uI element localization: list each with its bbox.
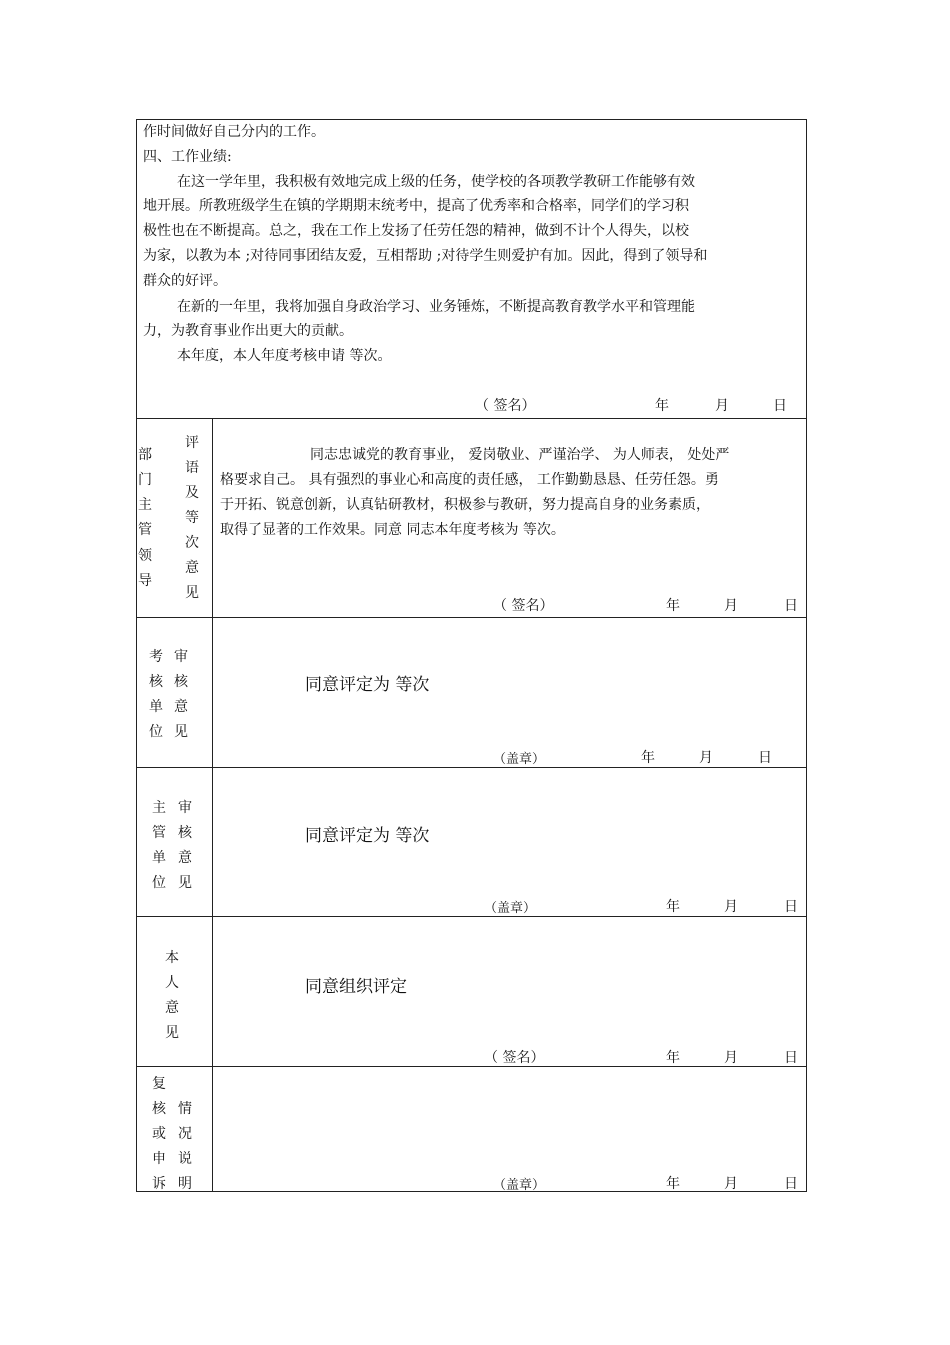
label-char: 语 [185,460,199,476]
label-char: 说 [178,1151,192,1167]
label-char: 见 [165,1025,179,1041]
label-char: 核 [152,1101,166,1117]
assessment-form-table [136,119,807,1192]
day-label: 日 [758,750,772,766]
summary-line: 在这一学年里，我积极有效地完成上级的任务，使学校的各项教学教研工作能够有效 [177,174,695,190]
label-char: 评 [185,435,199,451]
row-divider [136,916,807,917]
label-char: 部 [138,447,152,463]
approval-text: 同意评定为 等次 [305,675,430,695]
day-label: 日 [784,1176,798,1192]
label-char: 单 [152,850,166,866]
stamp-label: （盖章） [493,752,546,767]
label-char: 见 [174,724,188,740]
comment-line: 取得了显著的工作效果。同意 同志本年度考核为 等次。 [220,522,565,538]
summary-line: 群众的好评。 [143,273,227,289]
label-char: 见 [178,875,192,891]
label-char: 领 [138,548,152,564]
label-char: 管 [152,825,166,841]
summary-line: 极性也在不断提高。总之，我在工作上发扬了任劳任怨的精神，做到不计个人得失，以校 [143,223,689,239]
label-column-divider [212,418,213,1192]
label-char: 审 [174,649,188,665]
day-label: 日 [784,598,798,614]
label-char: 审 [178,800,192,816]
label-char: 本 [165,950,179,966]
summary-line: 作时间做好自己分内的工作。 [143,124,325,140]
day-label: 日 [784,1050,798,1066]
month-label: 月 [699,750,713,766]
year-label: 年 [666,1176,680,1192]
label-char: 导 [138,573,152,589]
month-label: 月 [724,598,738,614]
comment-line: 于开拓、锐意创新，认真钻研教材，积极参与教研，努力提高自身的业务素质， [220,497,710,513]
signature-label: （ 签名） [475,398,536,414]
label-char: 门 [138,472,152,488]
label-char: 意 [185,560,199,576]
label-char: 位 [152,875,166,891]
year-label: 年 [641,750,655,766]
month-label: 月 [724,1050,738,1066]
label-char: 次 [185,535,199,551]
summary-line: 本年度，本人年度考核申请 等次。 [177,348,392,364]
label-char: 意 [174,699,188,715]
signature-label: （ 签名） [484,1050,545,1066]
label-char: 情 [178,1101,192,1117]
month-label: 月 [724,1176,738,1192]
approval-text: 同意评定为 等次 [305,826,430,846]
day-label: 日 [773,398,787,414]
label-char: 诉 [152,1176,166,1192]
summary-heading: 四、工作业绩: [143,149,232,165]
label-char: 见 [185,585,199,601]
label-char: 明 [178,1176,192,1192]
year-label: 年 [666,598,680,614]
summary-line: 在新的一年里，我将加强自身政治学习、业务锤炼，不断提高教育教学水平和管理能 [177,299,695,315]
label-char: 人 [165,975,179,991]
summary-line: 地开展。所教班级学生在镇的学期期末统考中，提高了优秀率和合格率，同学们的学习积 [143,198,689,214]
summary-line: 力，为教育事业作出更大的贡献。 [143,323,353,339]
label-char: 核 [174,674,188,690]
comment-line: 格要求自己。 具有强烈的事业心和高度的责任感， 工作勤勤恳恳、任劳任怨。勇 [220,472,719,488]
label-char: 核 [178,825,192,841]
stamp-label: （盖章） [493,1178,546,1193]
stamp-label: （盖章） [484,901,537,916]
label-char: 及 [185,485,199,501]
year-label: 年 [666,1050,680,1066]
signature-label: （ 签名） [493,598,554,614]
personal-opinion-text: 同意组织评定 [305,977,407,997]
row-divider [136,617,807,618]
comment-line: 同志忠诚党的教育事业， 爱岗敬业、严谨治学、 为人师表， 处处严 [310,447,730,463]
row-divider [136,767,807,768]
label-char: 复 [152,1076,166,1092]
label-char: 主 [152,800,166,816]
month-label: 月 [724,899,738,915]
month-label: 月 [715,398,729,414]
summary-line: 为家，以教为本 ;对待同事团结友爱，互相帮助 ;对待学生则爱护有加。因此，得到了领导和 [143,248,708,264]
row-divider [136,418,807,419]
label-char: 等 [185,510,199,526]
row-divider [136,1066,807,1067]
label-char: 意 [178,850,192,866]
label-char: 单 [149,699,163,715]
label-char: 申 [152,1151,166,1167]
label-char: 位 [149,724,163,740]
year-label: 年 [666,899,680,915]
label-char: 况 [178,1126,192,1142]
label-char: 或 [152,1126,166,1142]
label-char: 核 [149,674,163,690]
label-char: 主 [138,497,152,513]
day-label: 日 [784,899,798,915]
label-char: 管 [138,522,152,538]
label-char: 考 [149,649,163,665]
label-char: 意 [165,1000,179,1016]
year-label: 年 [655,398,669,414]
